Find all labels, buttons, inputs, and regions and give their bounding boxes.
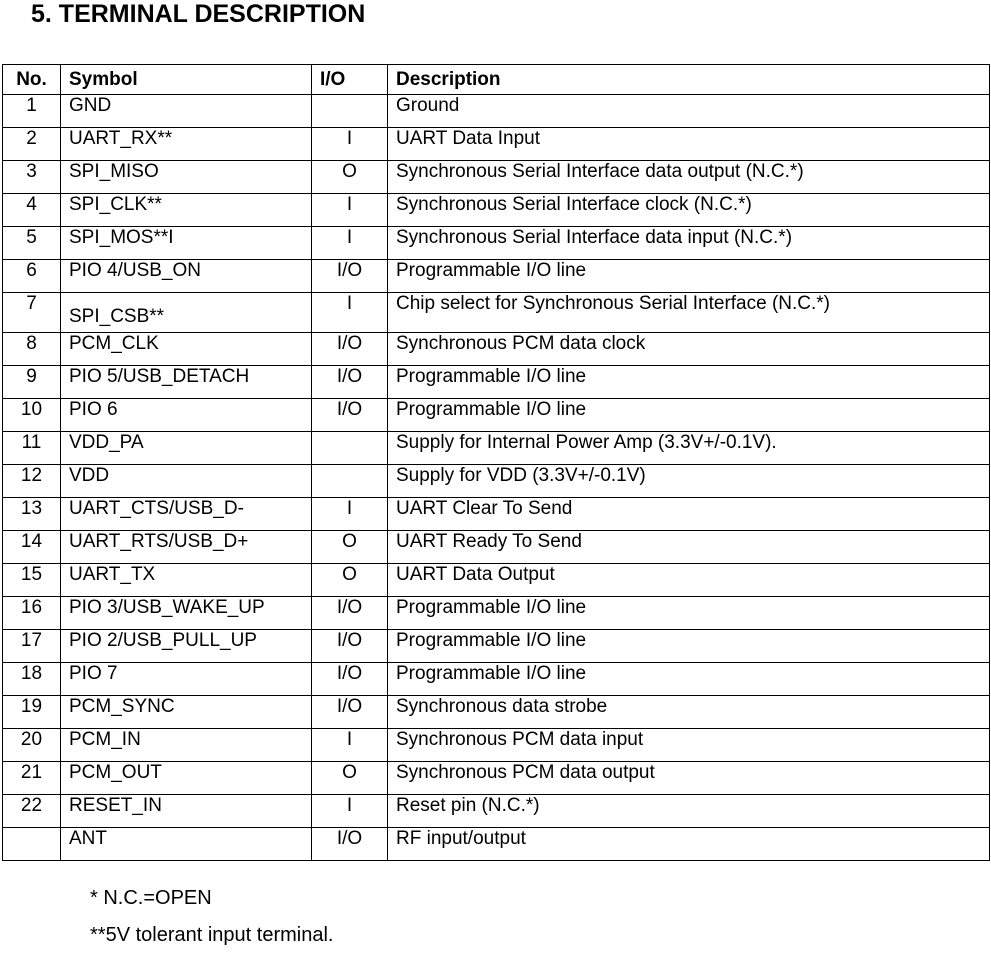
io-cell: I/O [312,630,388,663]
symbol-cell: UART_TX [61,564,312,597]
header-no: No. [3,65,61,95]
description-cell: UART Data Input [388,128,990,161]
table-row [3,293,990,333]
pin-number-cell: 15 [3,564,61,597]
symbol-cell [61,293,312,333]
pin-number-cell: 5 [3,227,61,260]
description-cell: Synchronous PCM data clock [388,333,990,366]
description-cell: Reset pin (N.C.*) [388,795,990,828]
footnote-5v-tolerant: **5V tolerant input terminal. [90,924,334,946]
io-cell: I/O [312,828,388,861]
table-row [3,663,990,696]
table-row [3,432,990,465]
pin-number-cell: 8 [3,333,61,366]
description-cell: Chip select for Synchronous Serial Interface (N.C.*) [388,293,990,333]
symbol-cell: UART_CTS/USB_D- [61,498,312,531]
symbol-cell: PIO 7 [61,663,312,696]
description-cell: Supply for VDD (3.3V+/-0.1V) [388,465,990,498]
table-row [3,399,990,432]
description-cell: Synchronous Serial Interface data input (N.C.*) [388,227,990,260]
symbol-cell: PCM_IN [61,729,312,762]
table-row [3,161,990,194]
description-cell: RF input/output [388,828,990,861]
description-cell: Synchronous Serial Interface clock (N.C.*) [388,194,990,227]
table-row [3,795,990,828]
table-header-row [3,65,990,95]
io-cell: I/O [312,260,388,293]
description-cell: Programmable I/O line [388,366,990,399]
description-cell: Programmable I/O line [388,630,990,663]
table-row [3,333,990,366]
pin-number-cell: 14 [3,531,61,564]
symbol-cell: SPI_MISO [61,161,312,194]
io-cell: O [312,531,388,564]
description-cell: Programmable I/O line [388,663,990,696]
symbol-cell: VDD_PA [61,432,312,465]
io-cell [312,465,388,498]
io-cell: I/O [312,399,388,432]
io-cell [312,95,388,128]
symbol-cell: PIO 5/USB_DETACH [61,366,312,399]
pin-number-cell: 11 [3,432,61,465]
description-cell: Programmable I/O line [388,260,990,293]
symbol-cell: PCM_OUT [61,762,312,795]
table-row [3,366,990,399]
terminal-table [2,64,990,861]
symbol-cell: PIO 3/USB_WAKE_UP [61,597,312,630]
pin-number-cell: 19 [3,696,61,729]
symbol-cell: ANT [61,828,312,861]
pin-number-cell: 7 [3,293,61,333]
pin-number-cell [3,828,61,861]
io-cell: I [312,729,388,762]
table-row [3,227,990,260]
symbol-cell: PIO 2/USB_PULL_UP [61,630,312,663]
pin-number-cell: 18 [3,663,61,696]
description-cell: UART Data Output [388,564,990,597]
table-row [3,465,990,498]
io-cell: I/O [312,333,388,366]
pin-number-cell: 16 [3,597,61,630]
description-cell: Synchronous PCM data output [388,762,990,795]
io-cell: O [312,564,388,597]
io-cell: I/O [312,597,388,630]
footnotes [90,880,333,954]
table-row [3,696,990,729]
description-cell: UART Clear To Send [388,498,990,531]
symbol-cell: UART_RX** [61,128,312,161]
pin-number-cell: 21 [3,762,61,795]
section-title: 5. TERMINAL DESCRIPTION [31,0,366,28]
description-cell: Synchronous PCM data input [388,729,990,762]
table-row [3,828,990,861]
pin-number-cell: 1 [3,95,61,128]
table-row [3,498,990,531]
symbol-cell: PIO 4/USB_ON [61,260,312,293]
pin-number-cell: 12 [3,465,61,498]
description-cell: Synchronous Serial Interface data output (N.C.*) [388,161,990,194]
table-row [3,564,990,597]
description-cell: Programmable I/O line [388,597,990,630]
table-row [3,531,990,564]
symbol-cell: PCM_SYNC [61,696,312,729]
description-cell: Supply for Internal Power Amp (3.3V+/-0.1V). [388,432,990,465]
symbol-cell: VDD [61,465,312,498]
header-symbol: Symbol [61,65,312,95]
description-cell: Programmable I/O line [388,399,990,432]
pin-number-cell: 6 [3,260,61,293]
table-row [3,762,990,795]
io-cell: I [312,498,388,531]
pin-number-cell: 9 [3,366,61,399]
table-row [3,95,990,128]
io-cell: O [312,161,388,194]
description-cell: Ground [388,95,990,128]
symbol-cell: PIO 6 [61,399,312,432]
pin-number-cell: 4 [3,194,61,227]
pin-number-cell: 2 [3,128,61,161]
pin-number-cell: 10 [3,399,61,432]
io-cell: I/O [312,696,388,729]
header-description: Description [388,65,990,95]
table-row [3,128,990,161]
symbol-cell: GND [61,95,312,128]
symbol-cell: SPI_MOS**I [61,227,312,260]
table-row [3,630,990,663]
io-cell: I [312,128,388,161]
table-row [3,194,990,227]
description-cell: UART Ready To Send [388,531,990,564]
pin-number-cell: 13 [3,498,61,531]
table-row [3,597,990,630]
pin-number-cell: 17 [3,630,61,663]
io-cell: I [312,194,388,227]
table-row [3,729,990,762]
io-cell: I/O [312,366,388,399]
table-row [3,260,990,293]
symbol-cell: SPI_CLK** [61,194,312,227]
description-cell: Synchronous data strobe [388,696,990,729]
pin-number-cell: 20 [3,729,61,762]
footnote-nc: * N.C.=OPEN [90,887,212,909]
symbol-cell: RESET_IN [61,795,312,828]
io-cell: O [312,762,388,795]
io-cell: I [312,227,388,260]
pin-number-cell: 3 [3,161,61,194]
io-cell [312,432,388,465]
io-cell: I [312,795,388,828]
io-cell: I [312,293,388,333]
io-cell: I/O [312,663,388,696]
symbol-label: SPI_CSB** [69,306,165,327]
header-io: I/O [312,65,388,95]
symbol-cell: PCM_CLK [61,333,312,366]
pin-number-cell: 22 [3,795,61,828]
symbol-cell: UART_RTS/USB_D+ [61,531,312,564]
